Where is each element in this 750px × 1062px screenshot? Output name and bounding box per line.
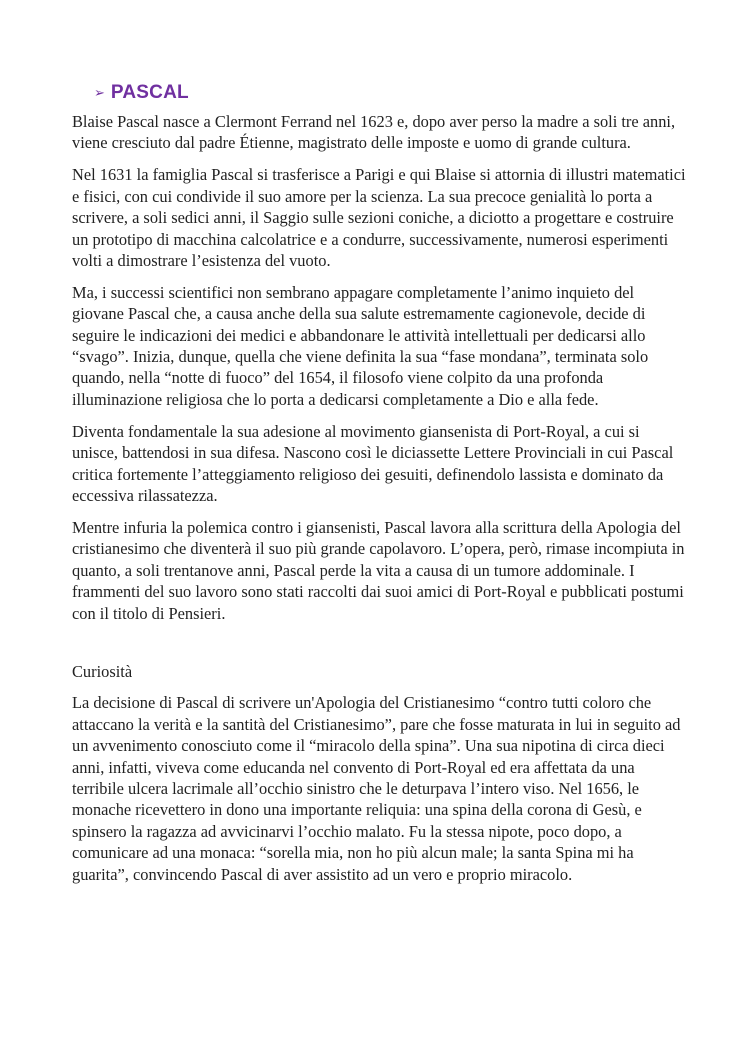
curiosita-paragraph: La decisione di Pascal di scrivere un'Apologia del Cristianesimo “contro tutti coloro che attaccano la verità e la santità del Cristianesimo”, pare che fosse maturata in lui in seguito ad un avvenimento conosciuto come il “miracolo della spina”. Una sua nipotina di circa dieci anni, infatti, viveva come educanda nel convento di Port-Royal ed era affettata da una terribile ulcera lacrimale all’occhio sinistro che le deturpava l’intero viso. Nel 1656, le monache ricevettero in dono una importante reliquia: una spina della corona di Gesù, e spinsero la ragazza ad avvicinarvi l’occhio malato. Fu la stessa nipote, poco dopo, a comunicare ad una monaca: “sorella mia, non ho più alcun male; la santa Spina mi ha guarita”, convincendo Pascal di aver assistito ad un vero e proprio miracolo.	[72, 693, 681, 884]
paragraph-biography-3: Ma, i successi scientifici non sembrano appagare completamente l’animo inquieto del giovane Pascal che, a causa anche della sua salute estremamente cagionevole, decide di seguire le indicazioni dei medici e abbandonare le attività intellettuali per dedicarsi allo “svago”. Inizia, dunque, quella che viene definita la sua “fase mondana”, terminata solo quando, nella “notte di fuoco” del 1654, il filosofo viene colpito da una profonda illuminazione religiosa che lo porta a dedicarsi completamente a Dio e alla fede.	[72, 282, 649, 409]
paragraph-biography-4: Diventa fondamentale la sua adesione al movimento giansenista di Port-Royal, a cui si unisce, battendosi in sua difesa. Nascono così le diciassette Lettere Provinciali in cui Pascal critica fortemente l’atteggiamento religioso dei gesuiti, definendolo lassista e dominato da eccessiva rilassatezza.	[72, 421, 674, 505]
arrow-bullet-icon: ➢	[94, 86, 105, 101]
heading-title: PASCAL	[110, 82, 189, 103]
paragraph-biography-5: Mentre infuria la polemica contro i giansenisti, Pascal lavora alla scrittura della Apologia del cristianesimo che diventerà il suo più grande capolavoro. L’opera, però, rimase incompiuta in quanto, a soli trentanove anni, Pascal perde la vita a causa di un tumore addominale. I frammenti del suo lavoro sono stati raccolti dai suoi amici di Port-Royal e pubblicati postumi con il titolo di Pensieri.	[72, 517, 685, 623]
section-heading	[94, 82, 688, 108]
document-page	[72, 82, 688, 896]
paragraph-biography-2: Nel 1631 la famiglia Pascal si trasferisce a Parigi e qui Blaise si attornia di illustri matematici e fisici, con cui condivide il suo amore per la scienza. La sua precoce genialità lo porta a scrivere, a soli sedici anni, il Saggio sulle sezioni coniche, a diciotto a progettare e costruire un prototipo di macchina calcolatrice e a condurre, successivamente, numerosi esperimenti volti a dimostrare l’esistenza del vuoto.	[72, 165, 686, 270]
curiosita-label: Curiosità	[72, 661, 133, 681]
paragraph-biography-1: Blaise Pascal nasce a Clermont Ferrand nel 1623 e, dopo aver perso la madre a soli tre anni, viene cresciuto dal padre Étienne, magistrato delle imposte e uomo di grande cultura.	[72, 112, 676, 153]
